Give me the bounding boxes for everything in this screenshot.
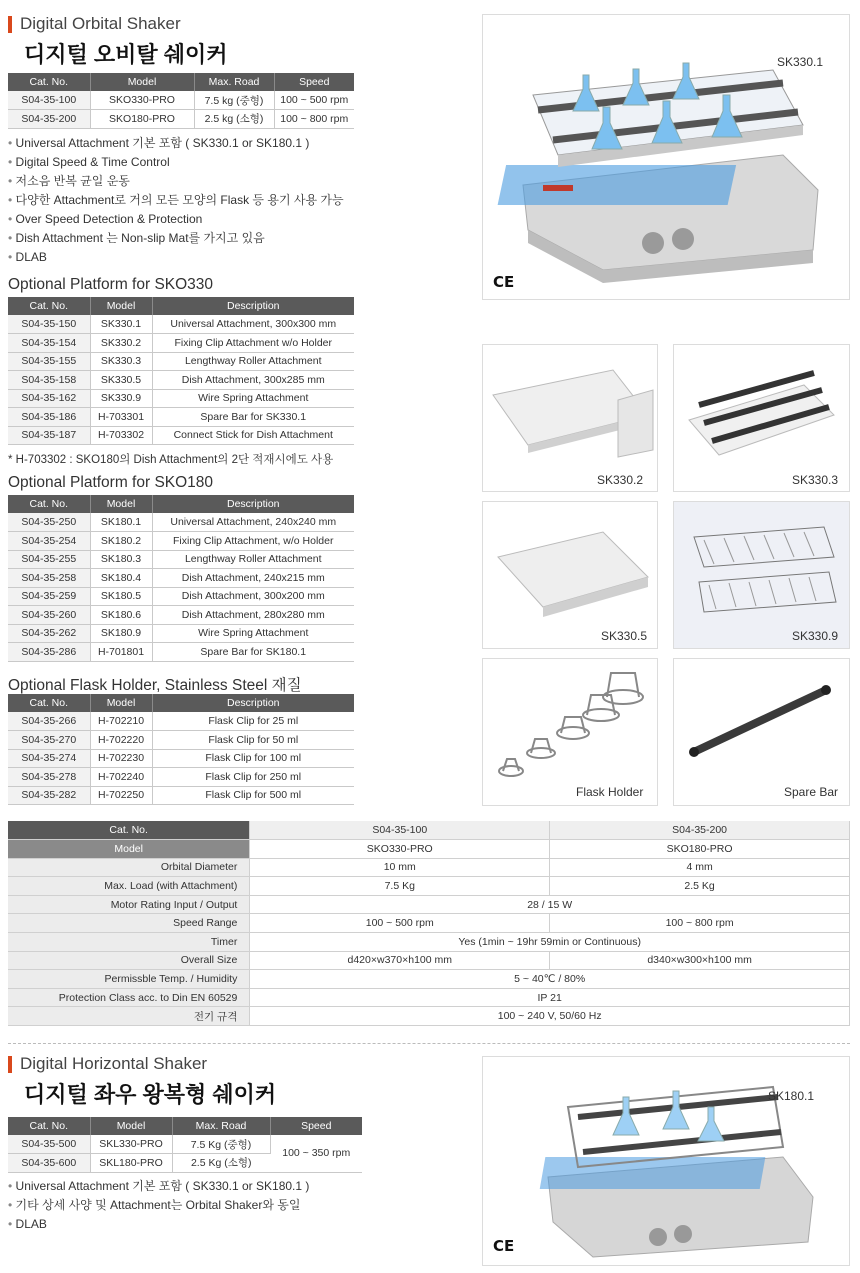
cell: Wire Spring Attachment — [152, 624, 354, 643]
cell: H-701801 — [90, 643, 152, 662]
table-row — [8, 408, 354, 427]
cell: H-703302 — [90, 426, 152, 445]
cell: Dish Attachment, 240x215 mm — [152, 569, 354, 588]
cell: 2.5 kg (소형) — [194, 110, 274, 129]
cell: Flask Clip for 25 ml — [152, 712, 354, 731]
cell: Fixing Clip Attachment, w/o Holder — [152, 532, 354, 551]
cell: SKL180-PRO — [90, 1154, 172, 1173]
list-item: • 저소음 반복 균일 운동 — [8, 172, 344, 191]
col-header: Max. Road — [194, 73, 274, 91]
table-row — [8, 840, 850, 859]
horizontal-model-table — [8, 1117, 362, 1173]
list-item: • Over Speed Detection & Protection — [8, 210, 344, 229]
cell: S04-35-158 — [8, 371, 90, 390]
spec-value: Yes (1min ~ 19hr 59min or Continuous) — [250, 933, 850, 952]
col-header: Speed — [270, 1117, 362, 1135]
col-header: Cat. No. — [8, 73, 90, 91]
table-row — [8, 315, 354, 334]
cell: H-702240 — [90, 768, 152, 787]
cell: SK330.5 — [90, 371, 152, 390]
list-item: • 다양한 Attachment로 거의 모든 모양의 Flask 등 용기 사용 가능 — [8, 191, 344, 210]
table-row — [8, 569, 354, 588]
table-row — [8, 914, 850, 933]
cell: SKO180-PRO — [90, 110, 194, 129]
col-header: Description — [152, 297, 354, 315]
cell: Flask Clip for 500 ml — [152, 786, 354, 805]
platform330-title: Optional Platform for SKO330 — [8, 276, 214, 293]
spare-bar-image — [673, 658, 850, 806]
sk330-2-image — [482, 344, 658, 492]
orbital-shaker-image — [482, 14, 850, 300]
table-row — [8, 951, 850, 970]
cell: S04-35-274 — [8, 749, 90, 768]
cell: SK180.9 — [90, 624, 152, 643]
cell: S04-35-250 — [8, 513, 90, 532]
spec-value: 7.5 Kg — [250, 877, 550, 896]
orbital-title-ko: 디지털 오비탈 쉐이커 — [24, 42, 228, 67]
cell: H-703301 — [90, 408, 152, 427]
spec-label: Cat. No. — [8, 821, 250, 840]
cell: S04-35-262 — [8, 624, 90, 643]
cell: S04-35-200 — [8, 110, 90, 129]
col-header: Model — [90, 495, 152, 513]
table-row — [8, 606, 354, 625]
spec-value: 5 ~ 40℃ / 80% — [250, 970, 850, 989]
spec-label: Speed Range — [8, 914, 250, 933]
flask-holder-image — [482, 658, 658, 806]
spec-value: 10 mm — [250, 858, 550, 877]
table-row — [8, 988, 850, 1007]
cell: SK330.9 — [90, 389, 152, 408]
table-row — [8, 587, 354, 606]
cell: S04-35-254 — [8, 532, 90, 551]
table-row — [8, 513, 354, 532]
table-row — [8, 532, 354, 551]
spec-label: Motor Rating Input / Output — [8, 895, 250, 914]
table-row — [8, 877, 850, 896]
horizontal-shaker-image — [482, 1056, 850, 1266]
cell: 7.5 kg (중형) — [194, 91, 274, 110]
cell: 100 ~ 800 rpm — [274, 110, 354, 129]
spec-label: Timer — [8, 933, 250, 952]
image-label: SK330.2 — [597, 473, 644, 487]
cell: SK330.2 — [90, 334, 152, 353]
table-row — [8, 895, 850, 914]
platform180-title: Optional Platform for SKO180 — [8, 474, 214, 491]
ce-mark: CE — [493, 1237, 515, 1255]
spec-label: Protection Class acc. to Din EN 60529 — [8, 988, 250, 1007]
flask-title: Optional Flask Holder, Stainless Steel 재질 — [8, 677, 302, 694]
orbital-feature-list — [8, 134, 344, 267]
list-item: • Digital Speed & Time Control — [8, 153, 344, 172]
col-header: Model — [90, 694, 152, 712]
cell: S04-35-282 — [8, 786, 90, 805]
list-item: • Universal Attachment 기본 포함 ( SK330.1 or SK180.1 ) — [8, 1177, 309, 1196]
sk330-9-image — [673, 501, 850, 649]
cell: S04-35-600 — [8, 1154, 90, 1173]
table-row — [8, 970, 850, 989]
spec-value: SKO330-PRO — [250, 840, 550, 859]
cell: SK180.4 — [90, 569, 152, 588]
col-header: Model — [90, 297, 152, 315]
col-header: Description — [152, 694, 354, 712]
table-row — [8, 768, 354, 787]
table-row — [8, 731, 354, 750]
horizontal-image-label: SK180.1 — [768, 1089, 815, 1103]
list-item: • 기타 상세 사양 및 Attachment는 Orbital Shaker와 동일 — [8, 1196, 309, 1215]
cell: H-702220 — [90, 731, 152, 750]
table-row — [8, 371, 354, 390]
spare-bar-illustration — [674, 659, 850, 806]
cell: S04-35-162 — [8, 389, 90, 408]
spec-value: 4 mm — [550, 858, 850, 877]
image-label: Flask Holder — [576, 785, 644, 799]
horizontal-feature-list — [8, 1177, 309, 1234]
cell: Connect Stick for Dish Attachment — [152, 426, 354, 445]
flask-table — [8, 694, 354, 805]
col-header: Max. Road — [172, 1117, 270, 1135]
image-label: Spare Bar — [784, 785, 839, 799]
platform330-table — [8, 297, 354, 445]
cell: S04-35-155 — [8, 352, 90, 371]
perforated-plate-illustration — [483, 345, 658, 492]
table-row — [8, 334, 354, 353]
cell: Dish Attachment, 280x280 mm — [152, 606, 354, 625]
spec-value: IP 21 — [250, 988, 850, 1007]
cell: Fixing Clip Attachment w/o Holder — [152, 334, 354, 353]
table-row — [8, 712, 354, 731]
cell: 7.5 Kg (중형) — [172, 1135, 270, 1154]
spec-value: S04-35-100 — [250, 821, 550, 840]
dish-attachment-illustration — [483, 502, 658, 649]
list-item: • DLAB — [8, 1215, 309, 1234]
cell: S04-35-154 — [8, 334, 90, 353]
cell: Flask Clip for 100 ml — [152, 749, 354, 768]
cell: S04-35-258 — [8, 569, 90, 588]
orbital-image-label: SK330.1 — [777, 55, 824, 69]
ce-mark: CE — [493, 273, 515, 291]
cell: S04-35-270 — [8, 731, 90, 750]
platform330-note: * H-703302 : SKO180의 Dish Attachment의 2단 적재시에도 사용 — [8, 454, 334, 466]
cell: Flask Clip for 50 ml — [152, 731, 354, 750]
orbital-title-en: Digital Orbital Shaker — [20, 14, 181, 33]
table-row — [8, 749, 354, 768]
spec-value: S04-35-200 — [550, 821, 850, 840]
section-divider — [8, 1043, 850, 1044]
cell: S04-35-266 — [8, 712, 90, 731]
image-label: SK330.9 — [792, 629, 839, 643]
spec-label: Overall Size — [8, 951, 250, 970]
wire-spring-illustration — [674, 502, 850, 649]
table-row — [8, 858, 850, 877]
accent-bar — [8, 1056, 12, 1073]
table-row — [8, 352, 354, 371]
cell: SKL330-PRO — [90, 1135, 172, 1154]
cell: Dish Attachment, 300x200 mm — [152, 587, 354, 606]
cell: S04-35-186 — [8, 408, 90, 427]
cell: Dish Attachment, 300x285 mm — [152, 371, 354, 390]
horizontal-title-en-row — [8, 1054, 207, 1074]
col-header: Model — [90, 73, 194, 91]
spec-value: 2.5 Kg — [550, 877, 850, 896]
sk330-5-image — [482, 501, 658, 649]
spec-label: 전기 규격 — [8, 1007, 250, 1026]
table-row — [8, 91, 354, 110]
cell: SK180.1 — [90, 513, 152, 532]
cell: S04-35-260 — [8, 606, 90, 625]
spec-label: Orbital Diameter — [8, 858, 250, 877]
image-label: SK330.5 — [601, 629, 648, 643]
cell: SK180.6 — [90, 606, 152, 625]
cell: SK180.5 — [90, 587, 152, 606]
cell: S04-35-100 — [8, 91, 90, 110]
cell: H-702250 — [90, 786, 152, 805]
cell: 2.5 Kg (소형) — [172, 1154, 270, 1173]
spec-value: 28 / 15 W — [250, 895, 850, 914]
table-row — [8, 550, 354, 569]
col-header: Description — [152, 495, 354, 513]
list-item: • Universal Attachment 기본 포함 ( SK330.1 or SK180.1 ) — [8, 134, 344, 153]
cell: SK180.2 — [90, 532, 152, 551]
spec-value: 100 ~ 240 V, 50/60 Hz — [250, 1007, 850, 1026]
cell: Wire Spring Attachment — [152, 389, 354, 408]
table-row — [8, 933, 850, 952]
table-row — [8, 389, 354, 408]
spec-value: d340×w300×h100 mm — [550, 951, 850, 970]
list-item: • Dish Attachment 는 Non-slip Mat를 가지고 있음 — [8, 229, 344, 248]
cell: SK330.3 — [90, 352, 152, 371]
cell: Flask Clip for 250 ml — [152, 768, 354, 787]
table-row — [8, 110, 354, 129]
table-row — [8, 1135, 362, 1154]
orbital-model-table — [8, 73, 354, 129]
image-label: SK330.3 — [792, 473, 839, 487]
cell: SK330.1 — [90, 315, 152, 334]
cell: Lengthway Roller Attachment — [152, 550, 354, 569]
cell: Universal Attachment, 300x300 mm — [152, 315, 354, 334]
spec-value: SKO180-PRO — [550, 840, 850, 859]
table-row — [8, 426, 354, 445]
cell: H-702210 — [90, 712, 152, 731]
horizontal-title-en: Digital Horizontal Shaker — [20, 1054, 208, 1073]
orbital-title-en-row — [8, 14, 181, 34]
table-row — [8, 821, 850, 840]
col-header: Cat. No. — [8, 1117, 90, 1135]
cell: 100 ~ 350 rpm — [270, 1135, 362, 1172]
cell: S04-35-500 — [8, 1135, 90, 1154]
table-row — [8, 643, 354, 662]
cell: S04-35-255 — [8, 550, 90, 569]
table-row — [8, 1007, 850, 1026]
col-header: Cat. No. — [8, 297, 90, 315]
spec-value: d420×w370×h100 mm — [250, 951, 550, 970]
spec-value: 100 ~ 800 rpm — [550, 914, 850, 933]
cell: Lengthway Roller Attachment — [152, 352, 354, 371]
col-header: Cat. No. — [8, 495, 90, 513]
horizontal-title-ko: 디지털 좌우 왕복형 쉐이커 — [24, 1082, 277, 1107]
spec-label: Max. Load (with Attachment) — [8, 877, 250, 896]
cell: H-702230 — [90, 749, 152, 768]
spec-value: 100 ~ 500 rpm — [250, 914, 550, 933]
cell: S04-35-286 — [8, 643, 90, 662]
col-header: Model — [90, 1117, 172, 1135]
cell: S04-35-187 — [8, 426, 90, 445]
sk330-3-image — [673, 344, 850, 492]
cell: SK180.3 — [90, 550, 152, 569]
spec-table — [8, 821, 850, 1026]
cell: S04-35-259 — [8, 587, 90, 606]
table-row — [8, 786, 354, 805]
col-header: Speed — [274, 73, 354, 91]
cell: Spare Bar for SK330.1 — [152, 408, 354, 427]
roller-attachment-illustration — [674, 345, 850, 492]
cell: SKO330-PRO — [90, 91, 194, 110]
cell: Spare Bar for SK180.1 — [152, 643, 354, 662]
flask-clips-illustration — [483, 659, 658, 806]
col-header: Cat. No. — [8, 694, 90, 712]
cell: 100 ~ 500 rpm — [274, 91, 354, 110]
table-row — [8, 624, 354, 643]
cell: S04-35-278 — [8, 768, 90, 787]
spec-label: Permissble Temp. / Humidity — [8, 970, 250, 989]
platform180-table — [8, 495, 354, 662]
cell: Universal Attachment, 240x240 mm — [152, 513, 354, 532]
list-item: • DLAB — [8, 248, 344, 267]
accent-bar — [8, 16, 12, 33]
cell: S04-35-150 — [8, 315, 90, 334]
spec-label: Model — [8, 840, 250, 859]
